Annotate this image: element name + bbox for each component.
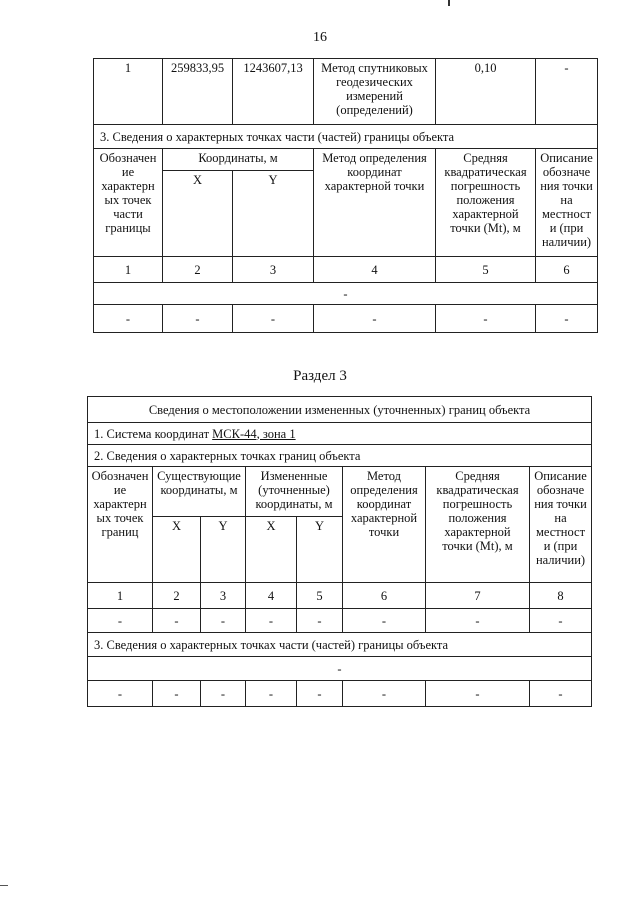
col-number: 6 xyxy=(343,583,426,609)
dash-cell: - xyxy=(343,681,426,707)
row-point-number: 1 xyxy=(94,59,163,125)
col-number: 1 xyxy=(88,583,153,609)
dash-cell: - xyxy=(201,609,246,633)
header-description: Описание обозначе ния точки на местност и (при наличии) xyxy=(530,467,592,583)
dash-cell: - xyxy=(426,609,530,633)
header-description: Описание обозначе ния точки на местност и (при наличии) xyxy=(536,149,598,257)
dash-cell: - xyxy=(530,609,592,633)
page-number: 16 xyxy=(313,30,327,45)
dash-cell: - xyxy=(201,681,246,707)
part-points-title: 3. Сведения о характерных точках части (частей) границы объекта xyxy=(94,125,598,149)
col-number: 3 xyxy=(201,583,246,609)
top-table xyxy=(93,58,598,333)
dash-cell: - xyxy=(88,609,153,633)
col-number: 5 xyxy=(297,583,343,609)
coordinate-system xyxy=(88,423,592,445)
dash-cell: - xyxy=(343,609,426,633)
dash-cell: - xyxy=(163,305,233,333)
header-accuracy: Средняя квадратическая погрешность положения характерной точки (Mt), м xyxy=(436,149,536,257)
dash-cell: - xyxy=(536,305,598,333)
header-y: Y xyxy=(297,517,343,583)
header-method: Метод определения координат характерной точки xyxy=(343,467,426,583)
row-method: Метод спутниковых геодезических измерений (определений) xyxy=(314,59,436,125)
bottom-table xyxy=(87,396,592,707)
header-method: Метод определения координат характерной точки xyxy=(314,149,436,257)
header-point-designation: Обозначен ие характерн ых точек части границы xyxy=(94,149,163,257)
scan-edge-mark xyxy=(0,885,8,886)
dash-cell: - xyxy=(530,681,592,707)
header-x: X xyxy=(153,517,201,583)
points-title: 2. Сведения о характерных точках границ объекта xyxy=(88,445,592,467)
dash-cell: - xyxy=(314,305,436,333)
table-title: Сведения о местоположении измененных (уточненных) границ объекта xyxy=(88,397,592,423)
col-number: 1 xyxy=(94,257,163,283)
empty-dash-row: - xyxy=(94,283,598,305)
header-y: Y xyxy=(201,517,246,583)
col-number: 4 xyxy=(246,583,297,609)
col-number: 4 xyxy=(314,257,436,283)
row-accuracy: 0,10 xyxy=(436,59,536,125)
header-y: Y xyxy=(233,171,314,257)
dash-cell: - xyxy=(426,681,530,707)
row-description: - xyxy=(536,59,598,125)
part-points-title: 3. Сведения о характерных точках части (частей) границы объекта xyxy=(88,633,592,657)
header-x: X xyxy=(246,517,297,583)
scan-mark xyxy=(448,0,450,6)
col-number: 5 xyxy=(436,257,536,283)
col-number: 6 xyxy=(536,257,598,283)
dash-cell: - xyxy=(153,681,201,707)
coordinate-system-label: 1. Система координат xyxy=(94,426,213,441)
header-changed-coords: Измененные (уточненные) координаты, м xyxy=(246,467,343,517)
col-number: 2 xyxy=(153,583,201,609)
dash-cell: - xyxy=(246,681,297,707)
row-x-value: 259833,95 xyxy=(163,59,233,125)
dash-cell: - xyxy=(153,609,201,633)
col-number: 3 xyxy=(233,257,314,283)
section-heading: Раздел 3 xyxy=(293,368,347,384)
col-number: 2 xyxy=(163,257,233,283)
header-existing-coords: Существующие координаты, м xyxy=(153,467,246,517)
coordinate-system-value: МСК-44, зона 1 xyxy=(212,426,296,441)
dash-cell: - xyxy=(246,609,297,633)
col-number: 7 xyxy=(426,583,530,609)
dash-cell: - xyxy=(297,609,343,633)
dash-cell: - xyxy=(233,305,314,333)
dash-cell: - xyxy=(436,305,536,333)
header-x: X xyxy=(163,171,233,257)
dash-cell: - xyxy=(94,305,163,333)
dash-cell: - xyxy=(297,681,343,707)
row-y-value: 1243607,13 xyxy=(233,59,314,125)
empty-dash-row: - xyxy=(88,657,592,681)
col-number: 8 xyxy=(530,583,592,609)
header-point-designation: Обозначен ие характерн ых точек границ xyxy=(88,467,153,583)
dash-cell: - xyxy=(88,681,153,707)
header-accuracy: Средняя квадратическая погрешность положения характерной точки (Mt), м xyxy=(426,467,530,583)
header-coordinates: Координаты, м xyxy=(163,149,314,171)
